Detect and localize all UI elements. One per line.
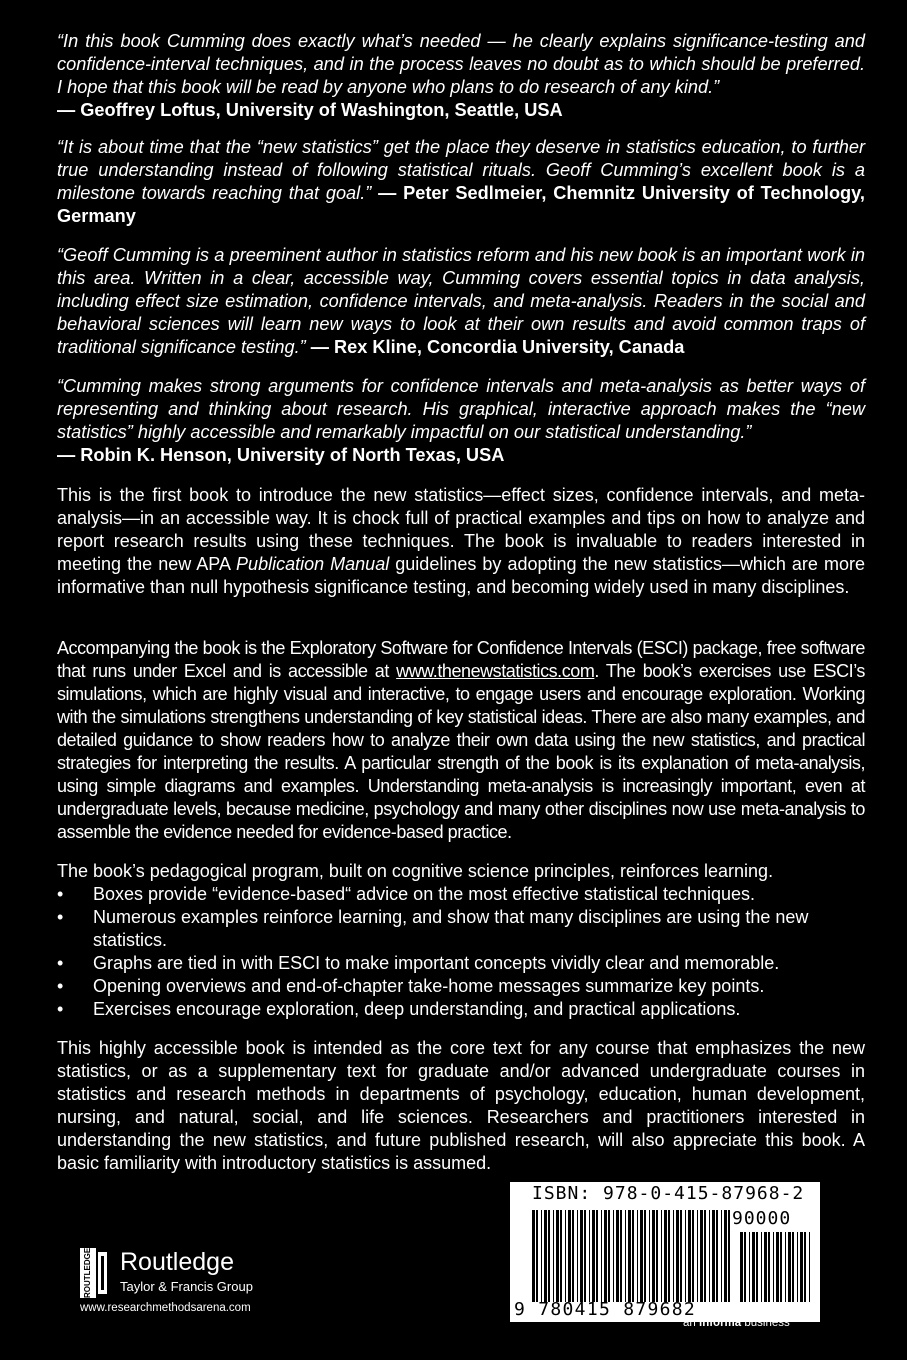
publication-manual-title: Publication Manual <box>236 554 390 574</box>
barcode-bar <box>680 1210 682 1302</box>
barcode-bar <box>688 1210 691 1302</box>
barcode-bar <box>620 1210 622 1302</box>
barcode-bar <box>800 1232 803 1302</box>
barcode-bar <box>589 1210 590 1302</box>
barcode-bar <box>740 1232 743 1302</box>
barcode-digits: 9 780415 879682 <box>514 1299 697 1320</box>
barcode-bar <box>565 1210 566 1302</box>
informa-business-tagline: an informa business <box>683 1317 790 1329</box>
barcode-bar <box>792 1232 794 1302</box>
pedagogy-intro: The book’s pedagogical program, built on cognitive science principles, reinforces learning. <box>57 861 774 881</box>
barcode-bar <box>584 1210 586 1302</box>
barcode-bar <box>697 1210 698 1302</box>
barcode-bar <box>673 1210 674 1302</box>
price-code: 90000 <box>732 1208 792 1229</box>
barcode-bar <box>548 1210 550 1302</box>
barcode-bar <box>608 1210 610 1302</box>
barcode-bar <box>704 1210 706 1302</box>
feature-list <box>57 883 865 1021</box>
barcode-bar <box>724 1210 727 1302</box>
barcode-bar <box>685 1210 686 1302</box>
barcode-bar <box>632 1210 634 1302</box>
barcode-bar <box>764 1232 767 1302</box>
publisher-url[interactable]: www.researchmethodsarena.com <box>80 1302 251 1314</box>
bullet-icon: • <box>57 907 64 927</box>
barcode-bar <box>625 1210 626 1302</box>
barcode-bar <box>768 1232 770 1302</box>
barcode-bar <box>544 1210 547 1302</box>
barcode-bar <box>637 1210 638 1302</box>
logo-mark-text: ROUTLEDGE <box>83 1247 92 1298</box>
barcode-bar <box>628 1210 631 1302</box>
barcode-bar <box>536 1210 538 1302</box>
routledge-logo-icon <box>80 1248 110 1298</box>
informa-brand: informa <box>699 1317 742 1329</box>
list-item: • Exercises encourage exploration, deep understanding, and practical applications. <box>57 999 741 1019</box>
bullet-icon: • <box>57 999 64 1019</box>
barcode-bar <box>661 1210 662 1302</box>
audience-paragraph: This highly accessible book is intended as the core text for any course that emphasizes the new statistics, or as a supplementary text for graduate and/or advanced undergraduate courses in statistics and research methods in departments of psychology, education, human development, nursing, and natural, social, and life sciences. Researchers and practitioners interested in understanding the new statistics, and future published research, will also appreciate this book. A basic familiarity with introductory statistics is assumed. <box>57 1038 865 1173</box>
barcode-bar <box>644 1210 646 1302</box>
quote-attribution: — Geoffrey Loftus, University of Washington, Seattle, USA <box>57 100 563 120</box>
list-item: • Graphs are tied in with ESCI to make important concepts vividly clear and memorable. <box>57 953 780 973</box>
review-quote-henson <box>57 375 865 467</box>
barcode-bar <box>652 1210 655 1302</box>
barcode-bar <box>780 1232 782 1302</box>
barcode-bar <box>716 1210 718 1302</box>
barcode-bar <box>572 1210 574 1302</box>
barcode-bars <box>532 1210 732 1302</box>
pedagogy-section <box>57 860 865 1021</box>
bullet-icon: • <box>57 976 64 996</box>
barcode-bar <box>721 1210 722 1302</box>
barcode-bar <box>756 1232 758 1302</box>
barcode-bar <box>568 1210 571 1302</box>
software-paragraph: Accompanying the book is the Exploratory Software for Confidence Intervals (ESCI) package, free software that runs under Excel and is accessible at www.thenewstatistics.com. The book’s exercises use ESCI’s simulations, which are highly visual and interactive, to engage users and encourage exploration. Working with the simulations strengthens understanding of key statistical ideas. There are also many examples, and detailed guidance to show readers how to analyze their own data using the new statistics, and practical strategies for interpreting the results. A particular strength of the book is its explanation of meta-analysis, using simple diagrams and examples. Understanding meta-analysis is increasingly important, even at undergraduate levels, because medicine, psychology and many other disciplines now use meta-analysis to assemble the evidence needed for evidence-based practice. <box>57 638 865 842</box>
barcode-bar <box>692 1210 694 1302</box>
quote-text: “Geoff Cumming is a preeminent author in statistics reform and his new book is an important work in this area. Written in a clear, accessible way, Cumming covers essential topics in data analysis, including effect size estimation, confidence intervals, and meta-analysis. Readers in the social and behavioral sciences will learn new ways to look at their own results and avoid common traps of traditional significance testing.” <box>57 245 865 357</box>
barcode-bar <box>532 1210 535 1302</box>
barcode-bar <box>560 1210 562 1302</box>
website-link[interactable]: www.thenewstatistics.com <box>396 661 595 681</box>
barcode-bar <box>752 1232 755 1302</box>
addon-barcode-bars <box>740 1232 812 1302</box>
isbn-barcode <box>510 1182 820 1322</box>
review-quote-kline <box>57 244 865 359</box>
barcode-bar <box>809 1232 810 1302</box>
barcode-bar <box>580 1210 583 1302</box>
barcode-bar <box>776 1232 779 1302</box>
quote-text: “It is about time that the “new statistics” get the place they deserve in statistics education, to further true understanding instead of following statistical rituals. Geoff Cumming’s excellent book is a milestone towards reaching that goal.” <box>57 137 865 203</box>
barcode-bar <box>664 1210 667 1302</box>
quote-text: “In this book Cumming does exactly what’s needed — he clearly explains significance-testing and confidence-interval techniques, and in the process leaves no doubt as to which should be preferred. I hope that this book will be read by anyone who plans to do research of any kind.” <box>57 31 865 97</box>
barcode-bar <box>541 1210 542 1302</box>
barcode-bar <box>668 1210 670 1302</box>
barcode-bar <box>616 1210 619 1302</box>
barcode-bar <box>709 1210 710 1302</box>
barcode-bar <box>649 1210 650 1302</box>
barcode-bar <box>788 1232 791 1302</box>
barcode-bar <box>700 1210 703 1302</box>
list-item: • Boxes provide “evidence-based“ advice on the most effective statistical techniques. <box>57 884 756 904</box>
quote-attribution: — Peter Sedlmeier, Chemnitz University of Technology, Germany <box>57 183 865 226</box>
barcode-bar <box>797 1232 798 1302</box>
barcode-bar <box>592 1210 595 1302</box>
intro-paragraph: This is the first book to introduce the new statistics—effect sizes, confidence intervals, and meta-analysis—in an accessible way. It is chock full of practical examples and tips on how to analyze and report research results using these techniques. The book is invaluable to readers interested in meeting the new APA Publication Manual guidelines by adopting the new statistics—which are more informative than null hypothesis significance testing, and becoming widely used in many disciplines. <box>57 485 865 597</box>
barcode-bar <box>761 1232 762 1302</box>
barcode-bar <box>749 1232 750 1302</box>
publisher-logo <box>80 1248 310 1318</box>
publisher-name: Routledge <box>120 1248 234 1276</box>
barcode-bar <box>785 1232 786 1302</box>
barcode-bar <box>596 1210 598 1302</box>
publisher-group: Taylor & Francis Group <box>120 1279 253 1294</box>
review-quote-loftus <box>57 30 865 122</box>
quote-attribution: — Robin K. Henson, University of North Texas, USA <box>57 445 505 465</box>
quote-attribution: — Rex Kline, Concordia University, Canada <box>310 337 685 357</box>
bullet-icon: • <box>57 953 64 973</box>
barcode-bar <box>728 1210 730 1302</box>
list-item: • Numerous examples reinforce learning, and show that many disciplines are using the new statistics. <box>57 907 809 950</box>
isbn-label: ISBN: 978-0-415-87968-2 <box>532 1183 805 1204</box>
barcode-bar <box>712 1210 715 1302</box>
barcode-bar <box>604 1210 607 1302</box>
review-quote-sedlmeier <box>57 136 865 228</box>
barcode-bar <box>773 1232 774 1302</box>
barcode-bar <box>556 1210 559 1302</box>
list-item: • Opening overviews and end-of-chapter take-home messages summarize key points. <box>57 976 765 996</box>
barcode-bar <box>804 1232 806 1302</box>
barcode-bar <box>601 1210 602 1302</box>
barcode-bar <box>553 1210 554 1302</box>
bullet-icon: • <box>57 884 64 904</box>
quote-text: “Cumming makes strong arguments for confidence intervals and meta-analysis as better ways of representing and thinking about research. His graphical, interactive approach makes the “new statistics” highly accessible and remarkably impactful on our statistical understanding.” <box>57 376 865 442</box>
barcode-bar <box>656 1210 658 1302</box>
barcode-bar <box>613 1210 614 1302</box>
barcode-bar <box>640 1210 643 1302</box>
barcode-bar <box>676 1210 679 1302</box>
barcode-bar <box>577 1210 578 1302</box>
barcode-bar <box>744 1232 746 1302</box>
